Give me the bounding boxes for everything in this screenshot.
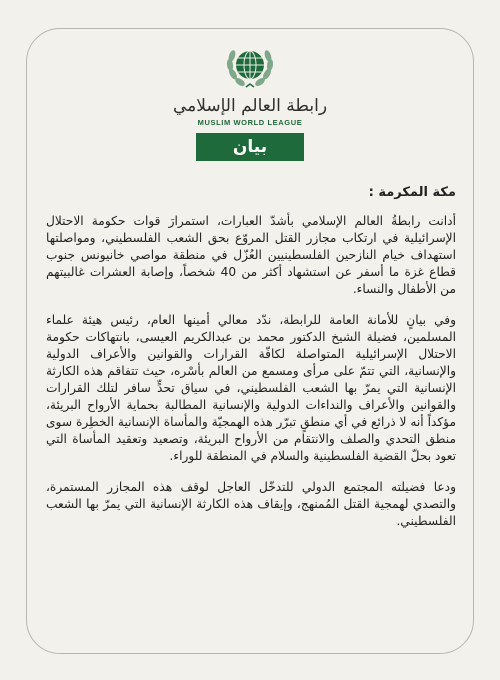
header-logo	[0, 40, 500, 161]
org-name-arabic: رابطة العالم الإسلامي	[172, 96, 328, 116]
dateline: مكة المكرمة :	[368, 185, 456, 200]
paragraph-2: وفي بيانٍ للأمانة العامة للرابطة، ندّد معالي أمينها العام، رئيس هيئة علماء المسلمين، فضيلة الشيخ الدكتور محمد بن عبدالكريم العيسى، بانتهاكات حكومة الاحتلال الإسرائيلية المتواصلة لكافّة القرارات والقوانين والأعراف الدولية والإنسانية، التي تتمّ على مرأى ومسمع من العالم بأسْره، حيث تتفاقم هذه الكارثة الإنسانية التي يمرّ بها الشعب الفلسطيني، في سياق تحدٍّ سافر لتلك القرارات والقوانين والأعراف والنداءات الدولية والإنسانية المطالبة بحماية الأرواح البريئة، مؤكداً أنه لا ذرائع في أي منطقٍ تبرّر هذه الهمجيّة والمأساة الإنسانية الخطِرة سوى منطق التحدي والصلف والانتقام من الأرواح البريئة، وتصعيد وتعقيد المأساة التي تعود بحلّ القضية الفلسطينية والسلام في المنطقة للوراء.	[46, 313, 456, 463]
paragraph-1: أدانت رابطةُ العالم الإسلامي بأشدّ العبارات، استمرارَ قوات حكومة الاحتلال الإسرائيلية في ارتكاب مجازر القتل المروّع بحق الشعب الفلسطيني، ومواصلتها استهداف خيام النازحين الفلسطينيين العُزّل في منطقة مواصي خانيونس جنوب قطاع غزة ما أسفر عن استشهاد أكثر من 40 شخصاً، وإصابة العشرات غالبيتهم من الأطفال والنساء.	[46, 214, 456, 296]
org-name-english: MUSLIM WORLD LEAGUE	[197, 118, 303, 127]
globe-emblem-icon	[224, 40, 276, 92]
paragraph-3: ودعا فضيلته المجتمع الدولي للتدخّل العاجل لوقف هذه المجازر المستمرة، والتصدي لهمجية القتل المُمنهج، وإيقاف هذه الكارثة الإنسانية التي يمرّ بها الشعب الفلسطيني.	[46, 480, 456, 528]
statement-body	[46, 184, 456, 544]
statement-banner	[196, 133, 304, 161]
banner-label: بيان	[232, 137, 268, 157]
